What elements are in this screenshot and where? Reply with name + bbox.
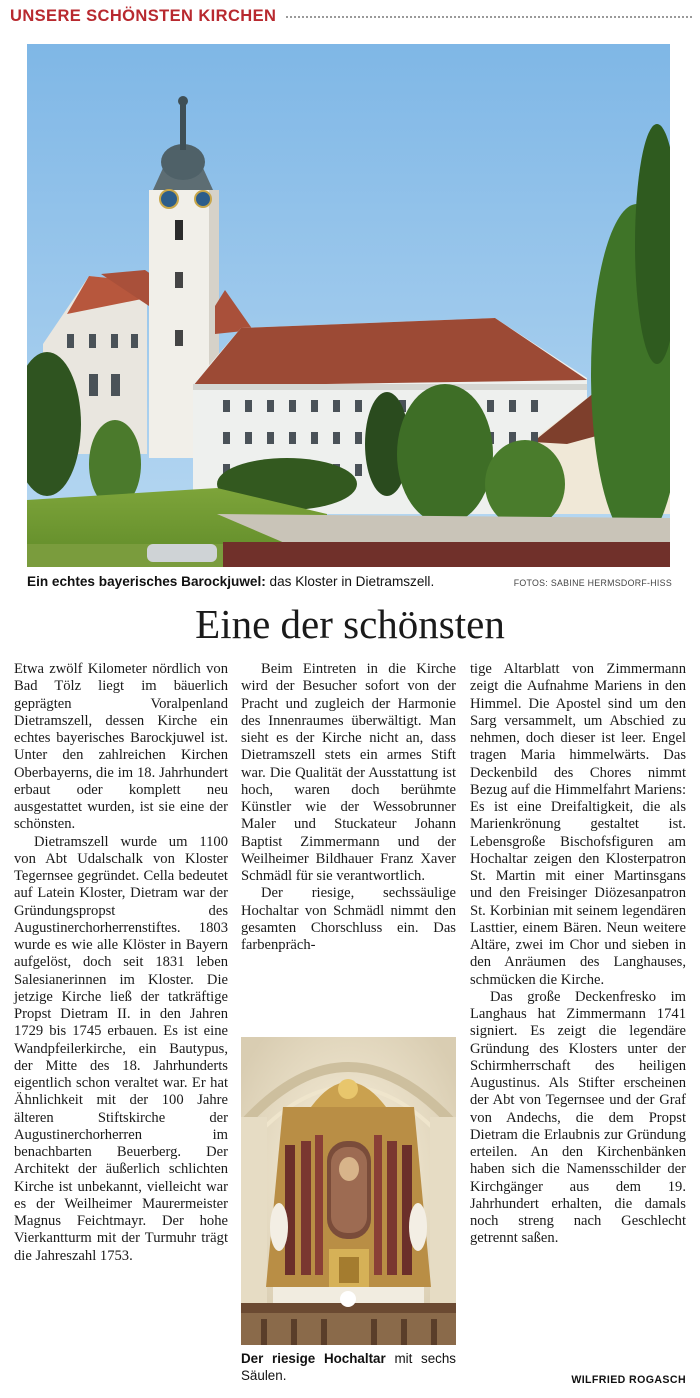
paragraph: Dietramszell wurde um 1100 von Abt Udalschalk von Kloster Tegernsee gegründet. Cella bedeutet auf Latein Kloster, Dietram war der Gründungspropst des Augustinerchorherrenstiftes. 1803 wurde es wie alle Klöster in Bayern aufgelöst, doch seit 1831 leben Salesianerinnen im Kloster. Die jetzige Kirche ließ der tatkräftige Propst Dietram II. in den Jahren 1729 bis 1745 erbauen. Es ist eine Wandpfeilerkirche, ein Bautypus, der Mitte des 18. Jahrhunderts eigentlich schon veraltet war. Er hat Ähnlichkeit mit der 100 Jahre älteren Stiftskirche der Augustinerchorherren im benachbarten Beuerberg. Der Architekt der äußerlich schlichten Kirche ist unbekannt, vielleicht war es der Weilheimer Maurermeister Magnus Feichtmayr. Der hohe Vierkantturm mit der Turmuhr trägt die Jahreszahl 1753.	[14, 833, 228, 1264]
dotted-rule	[286, 16, 692, 18]
paragraph: tige Altarblatt von Zimmermann zeigt die Aufnahme Mariens in den Himmel. Die Apostel sind um den Sarg versammelt, um Abschied zu nehmen, doch dieser ist leer. Engel tragen Maria himmelwärts. Das Deckenbild des Chores nimmt Bezug auf die Himmelfahrt Mariens: Es ist eine Dreifaltigkeit, die als Marienkrönung gestaltet ist. Lebensgroße Bischofsfiguren am Hochaltar zeigen den Klosterpatron St. Martin mit einer Martinsgans und den Freisinger Diözesanpatron St. Korbinian mit seinem legendären Lasttier, einem Bären. Neun weitere Altäre, zwei im Chor und sieben in den Anräumen des Langhauses, schmücken die Kirche.	[470, 661, 686, 988]
high-altar-photo	[241, 1037, 456, 1345]
headline: Eine der schönsten	[195, 601, 505, 647]
article-column-2	[241, 661, 456, 954]
altar-caption-rest: mit sechs Säulen.	[241, 1351, 456, 1383]
photo-caption-bold: Ein echtes bayerisches Barockjuwel:	[27, 574, 266, 589]
author-byline: WILFRIED ROGASCH	[571, 1374, 686, 1386]
article-column-1	[14, 661, 228, 1265]
photo-credit: FOTOS: SABINE HERMSDORF-HISS	[513, 578, 672, 588]
monastery-photo	[27, 44, 670, 567]
paragraph: Das große Deckenfresko im Langhaus hat Zimmermann 1741 signiert. Es zeigt die legendäre Gründung des Klosters unter der Schirmherrschaft des heiligen Augustinus. Als Stifter erscheinen der Abt von Tegernsee und der Graf von Andechs, die dem Propst Dietram die Erlaubnis zur Gründung erteilen. An den Kirchenbänken haben sich die Namensschilder der Kirchgänger aus dem 19. Jahrhundert erhalten, die damals noch streng nach Geschlecht getrennt saßen.	[470, 988, 686, 1247]
section-title: UNSERE SCHÖNSTEN KIRCHEN	[10, 6, 277, 25]
photo-caption	[27, 574, 434, 589]
photo-caption-row	[27, 573, 672, 595]
altar-caption	[241, 1350, 456, 1384]
paragraph: Etwa zwölf Kilometer nördlich von Bad Tölz liegt im bäuerlich geprägten Voralpenland Dietramszell, dessen Kirche ein echtes bayerisches Barockjuwel ist. Unter den zahlreichen Kirchen Oberbayerns, die im 18. Jahrhundert erbaut oder komplett neu ausgestattet wurden, ist sie eine der schönsten.	[14, 661, 228, 833]
section-header	[10, 4, 692, 28]
photo-caption-rest: das Kloster in Dietramszell.	[265, 574, 435, 589]
article-column-3	[470, 661, 686, 1248]
altar-caption-bold: Der riesige Hochaltar	[241, 1351, 386, 1366]
paragraph: Der riesige, sechssäulige Hochaltar von Schmädl nimmt den gesamten Chorschluss ein. Das farbenpräch-	[241, 885, 456, 953]
paragraph: Beim Eintreten in die Kirche wird der Besucher sofort von der Pracht und zugleich der Harmonie des Innenraumes überwältigt. Man sieht es der Kirche nicht an, dass Dietramszell stets ein armes Stift war. Die Qualität der Ausstattung ist hoch, waren doch berühmte Künstler wie der Wessobrunner Maler und Stuckateur Johann Baptist Zimmermann und der Weilheimer Bildhauer Franz Xaver Schmädl für sie verantwortlich.	[241, 661, 456, 884]
